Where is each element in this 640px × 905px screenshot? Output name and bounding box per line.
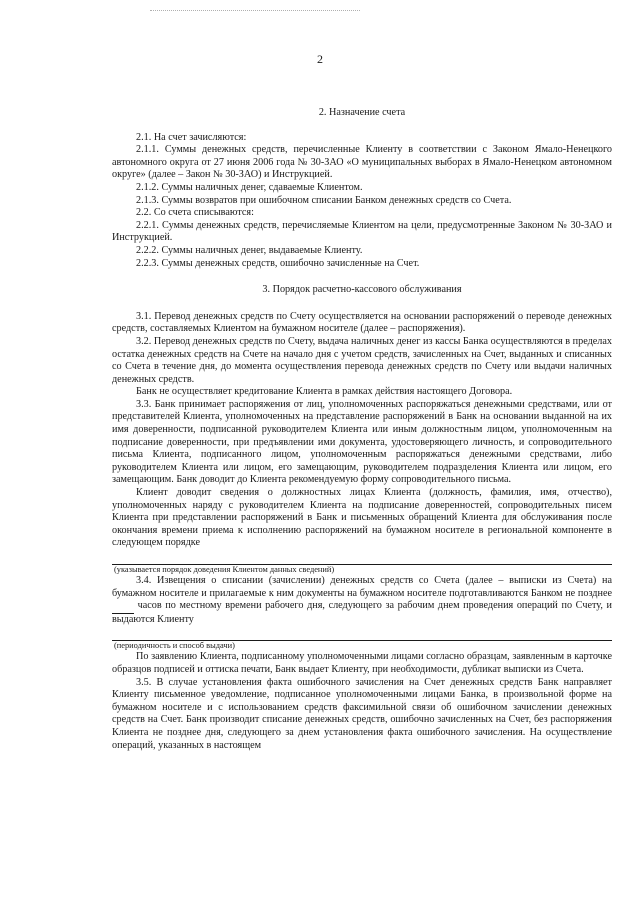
clause-3-4 (112, 575, 612, 626)
clause-2-1-3: 2.1.3. Суммы возвратов при ошибочном списании Банком денежных средств со Счета. (136, 194, 512, 206)
fill-in-field-procedure (112, 552, 612, 575)
page-number: 2 (317, 52, 323, 66)
fill-in-caption-periodicity: (периодичность и способ выдачи) (114, 641, 235, 651)
clause-3-2: 3.2. Перевод денежных средств по Счету, выдача наличных денег из кассы Банка осуществляются в пределах остатка денежных средств на Счете на начало дня с учетом средств, зачисленных на Счет, выданных и списанных со Счета в течение дня, до момента осуществления перевода денежных средств по Счету или выдачи наличных денежных средств. (112, 335, 612, 385)
officials-paragraph: Клиент доводит сведения о должностных лицах Клиента (должность, фамилия, имя, отчество), уполномоченных наряду с руководителем Клиента на подписание доверенностей, сопроводительных писем Клиента при представлении распоряжений в Банк и письменных обращений Клиента для обслуживания после окончания времени приема к исполнению распоряжений на бумажном носителе в региональной компоненте в следующем порядке (112, 487, 612, 549)
clause-3-4-start: 3.4. Извещения о списании (зачислении) денежных средств со Счета (далее – выписки из Счета) на бумажном носителе и прилагаемые к ним документы на бумажном носителе подготавливаются Банком не позднее (112, 575, 612, 599)
clause-2-2-1: 2.2.1. Суммы денежных средств, перечисляемые Клиентом на цели, предусмотренные Законом № 30-ЗАО и Инструкцией. (112, 219, 612, 244)
top-edge-mark (150, 10, 360, 11)
fill-in-caption-procedure: (указывается порядок доведения Клиентом данных сведений) (114, 565, 335, 574)
duplicate-statement-paragraph: По заявлению Клиента, подписанному уполномоченными лицами согласно образцам, заявленным в карточке образцов подписей и оттиска печати, Банк выдает Клиенту, при необходимости, дубликат выписки из Счета. (112, 651, 612, 675)
clause-2-2-2: 2.2.2. Суммы наличных денег, выдаваемые Клиенту. (136, 244, 363, 256)
section-3-heading: 3. Порядок расчетно-кассового обслуживания (262, 284, 462, 296)
section-2-heading: 2. Назначение счета (318, 107, 406, 118)
document-body (112, 107, 612, 752)
clause-3-3: 3.3. Банк принимает распоряжения от лиц, уполномоченных распоряжаться денежными средствами, или от представителей Клиента, уполномоченных на представление распоряжений в Банк на основании выданной на их имя доверенности, подписанной руководителем Клиента или иным должностным лицом, уполномоченным на подписание доверенности, при предъявлении ими документа, удостоверяющего личность, и сопроводительного письма Клиента, подписанного лицом, уполномоченным распоряжаться денежными средствами, либо руководителем Клиента или лицом, его замещающим, руководителем подразделения Клиента или лицом, его замещающим. Банк доводит до Клиента рекомендуемую форму сопроводительного письма. (112, 398, 612, 486)
clause-2-1-2: 2.1.2. Суммы наличных денег, сдаваемые Клиентом. (136, 181, 363, 193)
clause-3-1: 3.1. Перевод денежных средств по Счету осуществляется на основании распоряжений о переводе денежных средств, составляемых Клиентом на бумажном носителе (далее – распоряжения). (112, 310, 612, 335)
hours-blank (112, 600, 134, 614)
clause-3-4-end: часов по местному времени рабочего дня, следующего за рабочим днем проведения операций по Счету, и выдаются Клиенту (112, 600, 612, 625)
clause-2-2-3: 2.2.3. Суммы денежных средств, ошибочно зачисленные на Счет. (136, 257, 420, 269)
fill-in-field-periodicity (112, 628, 612, 651)
credit-note: Банк не осуществляет кредитование Клиента в рамках действия настоящего Договора. (136, 386, 513, 398)
clause-2-2: 2.2. Со счета списываются: (136, 207, 254, 219)
clause-2-1-1: 2.1.1. Суммы денежных средств, перечисленные Клиенту в соответствии с Законом Ямало-Ненецкого автономного округа от 27 июня 2006 года № 30-ЗАО «О муниципальных выборах в Ямало-Ненецком автономном округе» (далее – Закон № 30-ЗАО) и Инструкцией. (112, 144, 612, 181)
clause-2-1: 2.1. На счет зачисляются: (136, 131, 247, 143)
clause-3-5: 3.5. В случае установления факта ошибочного зачисления на Счет денежных средств Банк направляет Клиенту письменное уведомление, подписанное уполномоченными лицами Банка, в произвольной форме на бумажном носителе и с использованием средств факсимильной связи об ошибочном зачислении денежных средств на Счет. Банк производит списание денежных средств, ошибочно зачисленных на Счет, без распоряжения Клиента не позднее дня, следующего за днем установления факта ошибочного зачисления. На осуществление операций, указанных в настоящем (112, 676, 612, 751)
